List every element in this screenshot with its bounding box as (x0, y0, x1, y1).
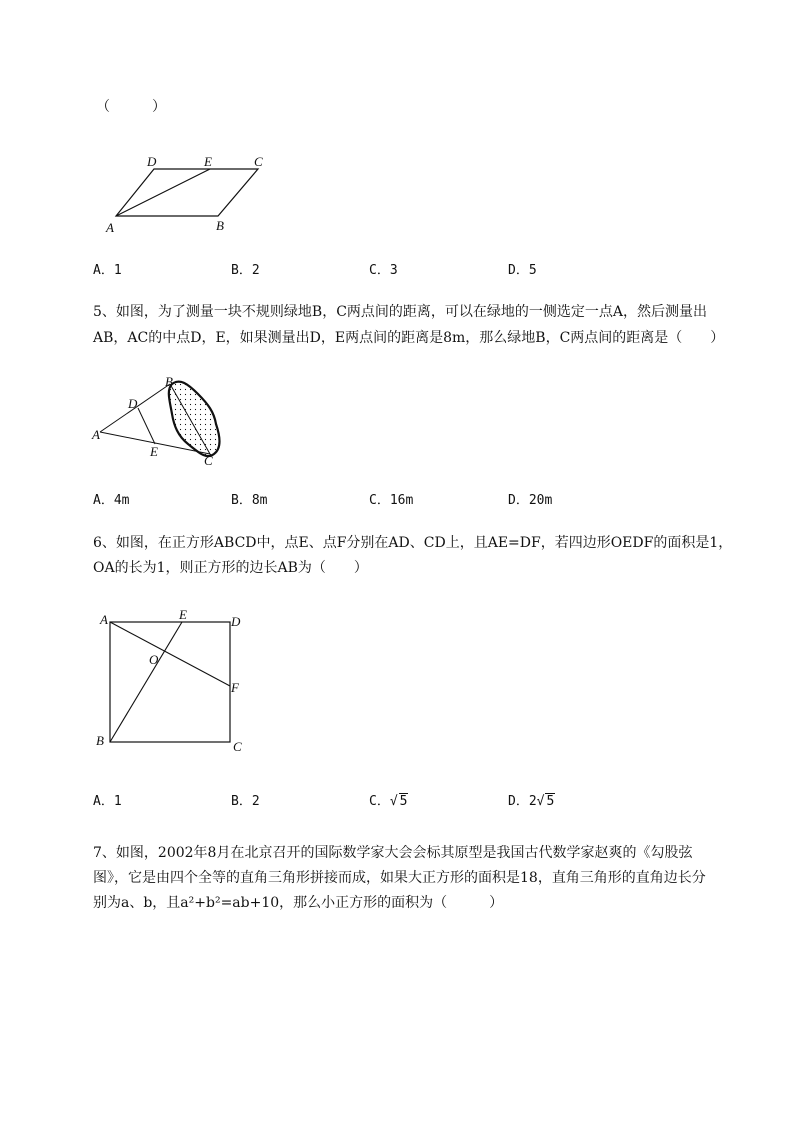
label-b: B (165, 374, 173, 389)
q4-option-d[interactable]: D．5 (508, 263, 537, 278)
q4-option-c[interactable]: C．3 (369, 263, 398, 278)
label-e: E (179, 607, 187, 622)
segment-ae (116, 169, 210, 216)
q5-stem-line-1: 5、如图，为了测量一块不规则绿地B，C两点间的距离，可以在绿地的一侧选定一点A，然后测量出 (93, 304, 708, 320)
q6-option-c[interactable] (369, 793, 408, 811)
label-c: C (233, 739, 242, 754)
q6-option-d-radicand: 5 (546, 794, 555, 809)
q6-option-d[interactable] (508, 793, 555, 811)
q4-answer-paren: （ ） (96, 99, 166, 115)
q5-stem-line-2: AB，AC的中点D，E，如果测量出D，E两点间的距离是8m，那么绿地B，C两点间的距离是（ ） (93, 330, 725, 346)
q7-stem-line-3: 别为a、b，且a²+b²=ab+10，那么小正方形的面积为（ ） (93, 895, 504, 911)
q6-option-d-prefix: D．2 (508, 794, 537, 809)
label-e: E (150, 444, 158, 459)
q6-option-a[interactable]: A．1 (93, 794, 122, 809)
parallelogram-shape (116, 169, 258, 216)
label-f: F (231, 680, 239, 695)
segment-de (138, 408, 155, 444)
sqrt-icon: √ 5 (536, 794, 555, 809)
q6-stem-line-1: 6、如图，在正方形ABCD中，点E、点F分别在AD、CD上，且AE=DF，若四边形OEDF的面积是1， (93, 535, 733, 551)
q5-option-a[interactable]: A．4m (93, 493, 130, 508)
q5-field-figure (88, 372, 238, 472)
q4-option-a[interactable]: A．1 (93, 263, 122, 278)
irregular-field-shape (169, 382, 220, 456)
q7-stem-line-1: 7、如图，2002年8月在北京召开的国际数学家大会会标其原型是我国古代数学家赵爽的《勾股弦 (93, 845, 693, 861)
label-a: A (92, 427, 100, 442)
q5-option-c[interactable]: C．16m (369, 493, 414, 508)
segment-be (110, 622, 182, 742)
label-b: B (216, 218, 224, 233)
segment-af (110, 622, 230, 686)
label-d: D (231, 614, 241, 629)
square-abcd (110, 622, 230, 742)
q6-square-figure (90, 606, 250, 756)
q4-option-b[interactable]: B．2 (231, 263, 260, 278)
q4-parallelogram-figure (100, 148, 280, 238)
q5-option-b[interactable]: B．8m (231, 493, 268, 508)
label-c: C (254, 154, 263, 169)
sqrt-icon: √ 5 (389, 794, 408, 809)
q6-option-b[interactable]: B．2 (231, 794, 260, 809)
q6-option-c-radicand: 5 (399, 794, 408, 809)
label-a: A (106, 220, 114, 235)
label-c: C (204, 453, 213, 468)
q6-stem-line-2: OA的长为1，则正方形的边长AB为（ ） (93, 560, 368, 576)
label-o: O (149, 652, 159, 667)
q7-stem-line-2: 图》，它是由四个全等的直角三角形拼接而成，如果大正方形的面积是18，直角三角形的直角边长分 (93, 870, 706, 886)
label-b: B (96, 733, 104, 748)
q6-option-c-prefix: C． (369, 794, 390, 809)
label-d: D (147, 154, 157, 169)
q5-option-d[interactable]: D．20m (508, 493, 553, 508)
label-a: A (100, 612, 108, 627)
label-d: D (128, 396, 138, 411)
label-e: E (204, 154, 212, 169)
